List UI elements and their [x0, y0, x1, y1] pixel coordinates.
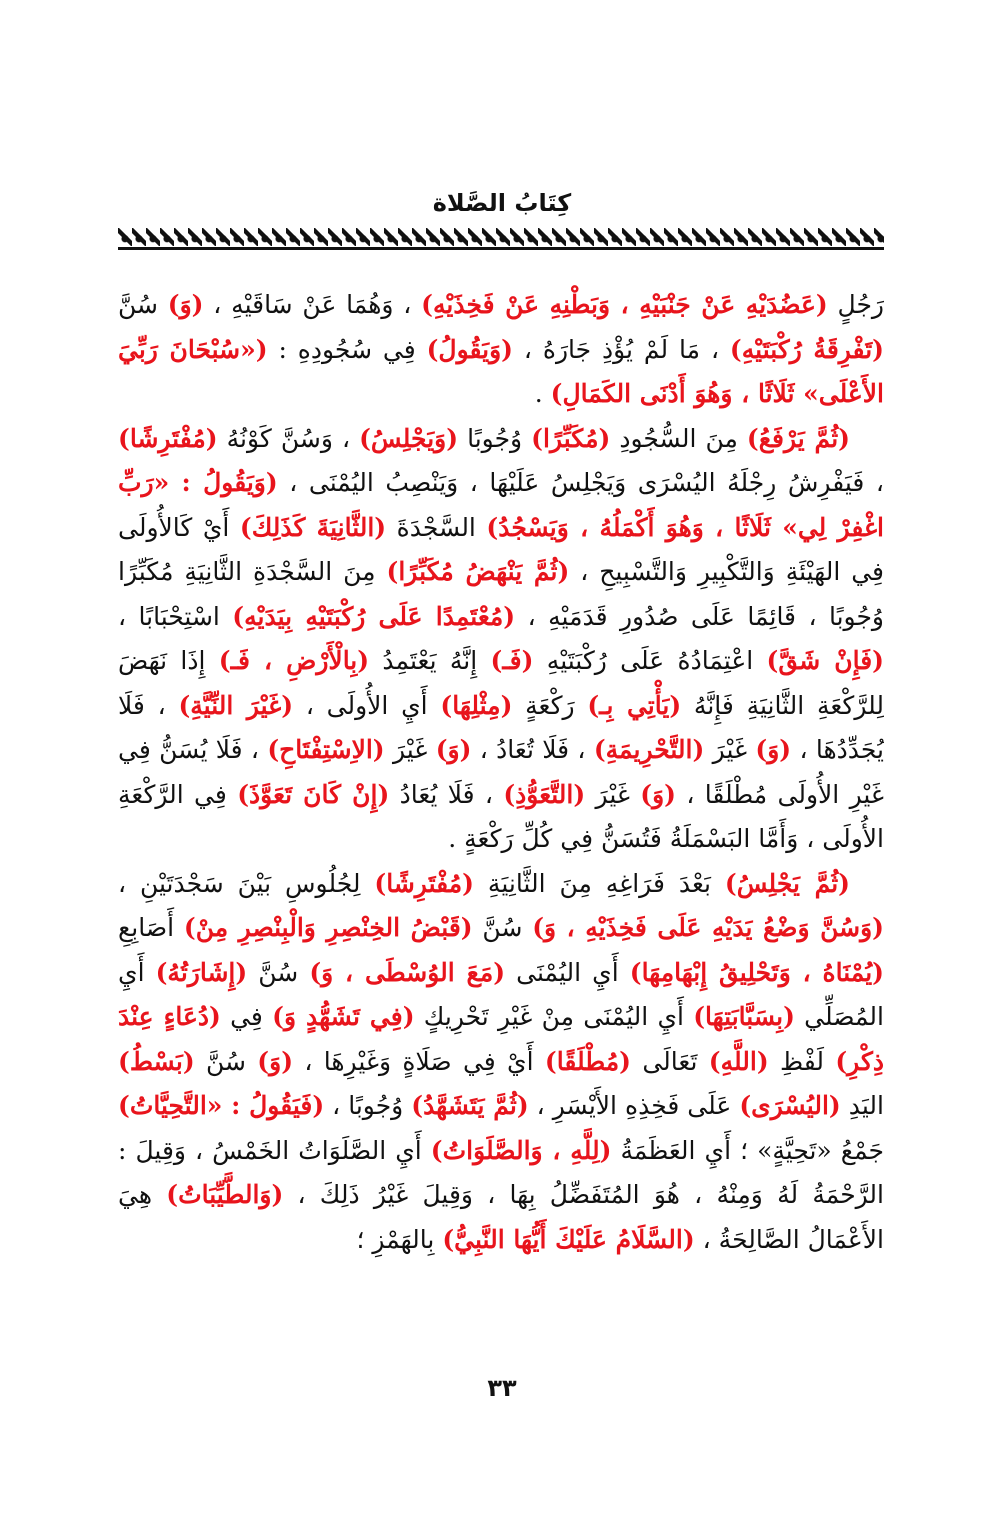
matn-text: (السَّلَامُ عَلَيْكَ أَيُّهَا النَّبِيُّ) — [442, 1224, 695, 1254]
paragraph — [118, 862, 884, 1263]
matn-text: (ثُمَّ يَنْهَضُ مُكَبِّرًا) — [386, 557, 570, 586]
sharh-text: اليَدِ — [840, 1091, 884, 1120]
sharh-text: تَعَالَى — [631, 1046, 709, 1076]
sharh-text: بَعْدَ فَرَاغِهِ مِنَ الثَّانِيَةِ — [474, 868, 725, 898]
sharh-text: فِي — [220, 1002, 273, 1031]
sharh-text: رَكْعَةٍ — [512, 690, 588, 720]
sharh-text: سُنَّ — [118, 290, 168, 319]
matn-text: (اللَّهِ) — [708, 1046, 769, 1076]
sharh-text: إِنَّهُ يَعْتَمِدُ — [369, 646, 491, 675]
matn-text: (ثُمَّ يَجْلِسُ) — [724, 868, 851, 898]
sharh-text: لِجُلُوسِ بَيْنَ سَجْدَتَيْنِ ، — [118, 868, 375, 898]
sharh-text: سُنَّ — [472, 913, 533, 942]
sharh-text: وُجُوبًا — [458, 423, 532, 453]
matn-text: (مُفْتَرِشًا) — [374, 868, 475, 898]
matn-text: (مُكَبِّرًا) — [531, 423, 611, 453]
page-header — [0, 188, 1004, 218]
sharh-text: بِالهَمْزِ ؛ — [356, 1224, 443, 1254]
ornament-pattern — [118, 228, 884, 246]
main-text — [118, 283, 884, 1283]
matn-text: (بِسَبَّابَتِهَا) — [693, 1002, 795, 1031]
sharh-text: هِيَ الأَعْمَالُ الصَّالِحَةُ ، — [118, 1180, 884, 1254]
matn-text: (فَإِنْ شَقَّ) — [766, 646, 884, 675]
sharh-text: رَجُلٍ — [827, 290, 884, 319]
header-ornament-divider — [118, 228, 884, 250]
matn-text: (يُمْنَاهُ ، وَتَحْلِيقُ إِبْهَامِهَا) — [629, 957, 884, 987]
sharh-text: غَيْرَ — [704, 735, 756, 764]
matn-text: (وَ) — [755, 735, 792, 764]
sharh-text: غَيْرَ — [585, 779, 641, 809]
sharh-text: جَمْعُ «تَحِيَّةٍ» ؛ أَيِ العَظَمَةُ — [611, 1135, 884, 1165]
sharh-text: ، فَلَا يُسَنُّ فِي غَيْرِ الأُولَى مُطْلَقًا ، — [118, 735, 884, 809]
matn-text: (وَيَجْلِسُ) — [359, 423, 459, 453]
sharh-text: لَفْظِ — [768, 1046, 836, 1076]
matn-text: (اليُسْرَى) — [739, 1091, 841, 1120]
sharh-text: . — [534, 379, 551, 408]
matn-text: (مُعْتَمِدًا عَلَى رُكْبَتَيْهِ بِيَدَيْهِ) — [232, 601, 516, 631]
sharh-text: وُجُوبًا ، — [324, 1091, 412, 1120]
matn-text: (مُفْتَرِشًا) — [118, 423, 218, 453]
matn-text: (وَ) — [257, 1046, 294, 1076]
matn-text: (عَضُدَيْهِ عَنْ جَنْبَيْهِ ، وَبَطْنِهِ عَنْ فَخِذَيْهِ) — [421, 290, 828, 319]
sharh-text: أَصَابِعِ — [118, 913, 184, 942]
matn-text: (دُعَاءٍ عِنْدَ ذِكْرِ) — [118, 1002, 884, 1076]
sharh-text: ، وَهُمَا عَنْ سَاقَيْهِ ، — [203, 290, 422, 319]
sharh-text: فِي سُجُودِهِ : — [267, 334, 427, 364]
matn-text: (وَالطَّيِّبَاتُ) — [166, 1180, 284, 1209]
ornament-rule — [118, 247, 884, 250]
paragraph — [118, 283, 884, 417]
sharh-text: أَيِ المُصَلِّي — [118, 957, 884, 1031]
sharh-text: سُنَّ — [194, 1046, 258, 1076]
sharh-text: أَيِ الصَّلَوَاتُ الخَمْسُ ، وَقِيلَ : الرَّحْمَةُ لَهُ وَمِنْهُ ، هُوَ المُتَفَضِّلُ بِهَا ، وَقِيلَ غَيْرُ ذَلِكَ ، — [118, 1135, 884, 1209]
sharh-text: ، فَلَا تُعَادُ ، — [471, 735, 594, 764]
matn-text: (إِشَارَتُهُ) — [155, 957, 248, 987]
sharh-text: أَيْ كَالأُولَى فِي الهَيْئَةِ وَالتَّكْبِيرِ وَالتَّسْبِيحِ ، — [118, 512, 884, 586]
matn-text: (قَبْضُ الخِنْصِرِ وَالْبِنْصِرِ مِنْ) — [183, 913, 473, 942]
matn-text: (التَّحْرِيمَةِ) — [593, 735, 705, 764]
matn-text: (مُطْلَقًا) — [544, 1046, 632, 1076]
matn-text: (لِلَّهِ ، وَالصَّلَوَاتُ) — [430, 1135, 612, 1165]
matn-text: (إِنْ كَانَ تَعَوَّذَ) — [237, 779, 390, 809]
sharh-text: ، فَيَفْرِشُ رِجْلَهُ اليُسْرَى وَيَجْلِسُ عَلَيْهَا ، وَيَنْصِبُ اليُمْنَى ، — [277, 468, 884, 497]
matn-text: (يَأْتِي بِـ) — [587, 690, 682, 720]
sharh-text: ، وَسُنَّ كَوْنُهُ — [217, 423, 360, 453]
matn-text: («سُبْحَانَ رَبِّيَ الأَعْلَى» ثَلَاثًا ، وَهُوَ أَدْنَى الكَمَالِ) — [118, 334, 884, 408]
matn-text: (وَيَقُولُ) — [426, 334, 514, 364]
page-number: ٣٣ — [487, 1374, 517, 1402]
sharh-text: مِنَ السُّجُودِ — [610, 423, 747, 453]
chapter-title: كِتَابُ الصَّلاة — [432, 189, 572, 217]
matn-text: (ثُمَّ يَتَشَهَّدُ) — [411, 1091, 529, 1120]
matn-text: (وَيَقُولُ : «رَبِّ اغْفِرْ لِي» ثَلَاثًا ، وَهُوَ أَكْمَلُهُ ، وَيَسْجُدُ) — [118, 468, 884, 542]
matn-text: (فَيَقُولُ : «التَّحِيَّاتُ) — [118, 1091, 325, 1120]
sharh-text: اعْتِمَادُهُ عَلَى رُكْبَتَيْهِ — [533, 646, 767, 675]
matn-text: (مِثْلِهَا) — [440, 690, 513, 720]
sharh-text: سُنَّ — [247, 957, 310, 987]
matn-text: (بِالْأَرْضِ ، فَـ) — [218, 646, 370, 675]
matn-text: (بَسْطُ) — [118, 1046, 195, 1076]
sharh-text: إِذَا نَهَضَ لِلرَّكْعَةِ الثَّانِيَةِ فَإِنَّهُ — [118, 646, 884, 720]
sharh-text: فِي الرَّكْعَةِ الأُولَى ، وَأَمَّا البَسْمَلَةُ فَتُسَنُّ فِي كُلِّ رَكْعَةٍ . — [118, 779, 884, 853]
matn-text: (فَـ) — [490, 646, 534, 675]
sharh-text: غَيْرَ — [384, 735, 436, 764]
sharh-text: عَلَى فَخِذِهِ الأَيْسَرِ ، — [528, 1091, 740, 1120]
sharh-text: مِنَ السَّجْدَةِ الثَّانِيَةِ مُكَبِّرًا وُجُوبًا ، قَائِمًا عَلَى صُدُورِ قَدَمَيْهِ ، — [118, 557, 884, 631]
sharh-text: أَيْ فِي صَلَاةٍ وَغَيْرِهَا ، — [293, 1046, 545, 1076]
sharh-text: السَّجْدَةَ — [386, 512, 487, 542]
matn-text: (ثُمَّ يَرْفَعُ) — [746, 423, 850, 453]
matn-text: (تَفْرِقَةُ رُكْبَتَيْهِ) — [729, 334, 884, 364]
sharh-text: اسْتِحْبَابًا ، — [118, 601, 233, 631]
sharh-text: ، فَلَا يُعَادُ — [389, 779, 504, 809]
paragraph — [118, 417, 884, 862]
sharh-text: ، مَا لَمْ يُؤْذِ جَارَهُ ، — [513, 334, 730, 364]
matn-text: (الثَّانِيَةَ كَذَلِكَ) — [239, 512, 387, 542]
sharh-text: أَيِ اليُمْنَى — [505, 957, 630, 987]
sharh-text: أَيِ الأُولَى ، — [293, 690, 441, 720]
matn-text: (وَ) — [167, 290, 204, 319]
matn-text: (الاِسْتِفْتَاحِ) — [267, 735, 385, 764]
sharh-text: أَيِ اليُمْنَى مِنْ غَيْرِ تَحْرِيكٍ — [414, 1002, 694, 1031]
matn-text: (وَ) — [435, 735, 472, 764]
matn-text: (التَّعَوُّذِ) — [503, 779, 586, 809]
matn-text: (فِي تَشَهُّدٍ وَ) — [272, 1002, 415, 1031]
sharh-text: ، فَلَا يُجَدِّدُهَا ، — [118, 690, 884, 764]
matn-text: (مَعَ الوُسْطَى ، وَ) — [309, 957, 506, 987]
matn-text: (وَسُنَّ وَضْعُ يَدَيْهِ عَلَى فَخِذَيْهِ ، وَ) — [532, 913, 884, 942]
matn-text: (وَ) — [640, 779, 677, 809]
matn-text: (غَيْرَ النِّيَّةِ) — [178, 690, 294, 720]
